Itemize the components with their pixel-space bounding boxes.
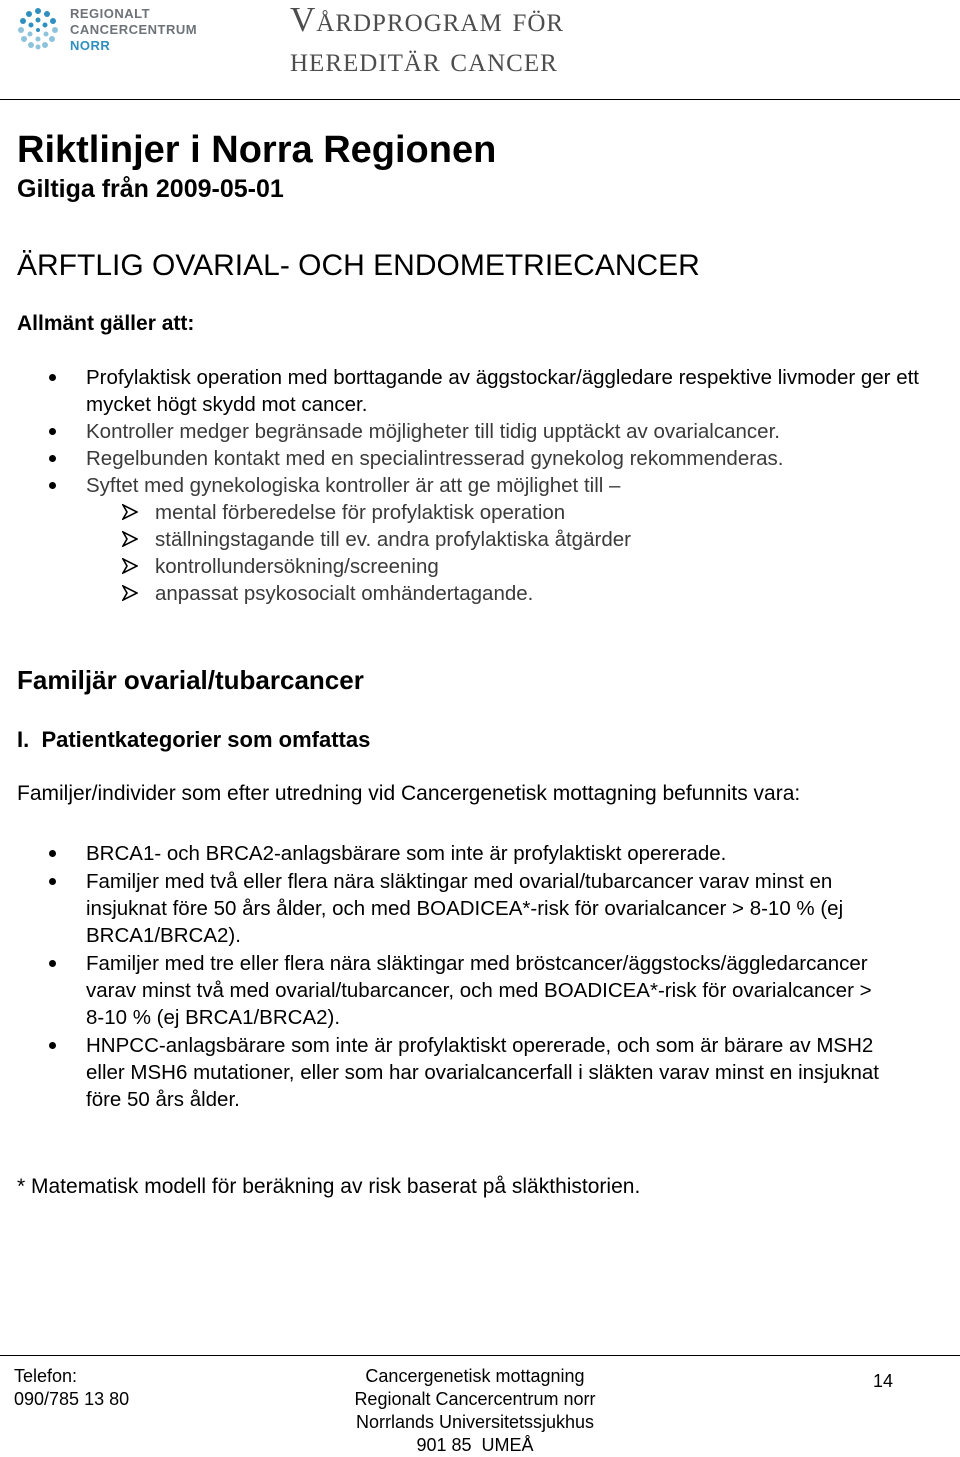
list-item <box>0 418 960 445</box>
page-number: 14 <box>873 1371 894 1391</box>
category-list <box>0 840 960 1114</box>
list-item <box>0 868 880 949</box>
category-lead: Familjer/individer som efter utredning vid Cancergenetisk mottagning befunnits vara: <box>17 782 801 805</box>
valid-from: Giltiga från 2009-05-01 <box>17 175 284 203</box>
list-item-text: BRCA1- och BRCA2-anlagsbärare som inte är profylaktiskt opererade. <box>86 842 727 865</box>
arrow-bullet-icon <box>122 531 138 547</box>
sub-list-item <box>86 580 891 607</box>
list-item-text: Syftet med gynekologiska kontroller är att ge möjlighet till – <box>86 474 621 497</box>
list-item <box>0 364 960 418</box>
footer-phone <box>14 1365 129 1411</box>
logo-line: CANCERCENTRUM <box>70 22 198 37</box>
sub-list-item-text: ställningstagande till ev. andra profylaktiska åtgärder <box>155 528 631 551</box>
address-line: Regionalt Cancercentrum norr <box>354 1389 596 1409</box>
bullet-icon <box>49 455 56 462</box>
logo-text <box>70 6 197 54</box>
logo-mark-icon <box>16 6 60 50</box>
list-item-text: HNPCC-anlagsbärare som inte är profylaktiskt opererade, och som är bärare av MSH2 eller MSH6 mutationer, eller som har ovarialcancerfall i släkten varav minst en insjuknat före 50 års ålder. <box>86 1034 880 1111</box>
list-item <box>0 472 960 607</box>
logo-line: REGIONALT <box>70 6 151 21</box>
list-item-text: Profylaktisk operation med borttagande av äggstockar/äggledare respektive livmoder ger ett mycket högt skydd mot cancer. <box>86 366 919 416</box>
sub-list-item <box>86 499 891 526</box>
arrow-bullet-icon <box>122 504 138 520</box>
footnote: * Matematisk modell för beräkning av risk baserat på släkthistorien. <box>17 1175 641 1198</box>
section-title: ÄRFTLIG OVARIAL- OCH ENDOMETRIECANCER <box>17 249 700 282</box>
list-item-text: Kontroller medger begränsade möjligheter till tidig upptäckt av ovarialcancer. <box>86 420 780 443</box>
bullet-icon <box>49 428 56 435</box>
list-item-text: Regelbunden kontakt med en specialintresserad gynekolog rekommenderas. <box>86 447 784 470</box>
address-line: 901 85 UMEÅ <box>416 1435 534 1455</box>
purpose-list <box>86 499 960 607</box>
familial-heading: Familjär ovarial/tubarcancer <box>17 665 364 695</box>
list-item <box>0 950 880 1031</box>
bullet-icon <box>49 1042 56 1049</box>
sub-list-item-text: kontrollundersökning/screening <box>155 555 439 578</box>
bullet-icon <box>49 482 56 489</box>
address-line: Cancergenetisk mottagning <box>365 1366 585 1386</box>
logo-line: NORR <box>70 38 111 53</box>
program-title-line: hereditär cancer <box>290 40 558 79</box>
footer-address <box>340 1365 610 1457</box>
list-item <box>0 1032 880 1113</box>
general-heading: Allmänt gäller att: <box>17 312 195 335</box>
address-line: Norrlands Universitetssjukhus <box>355 1412 595 1432</box>
arrow-bullet-icon <box>122 558 138 574</box>
header-divider <box>0 99 960 100</box>
bullet-icon <box>49 878 56 885</box>
sub-list-item <box>86 553 891 580</box>
bullet-icon <box>49 850 56 857</box>
bullet-icon <box>49 374 56 381</box>
footer-divider <box>0 1355 960 1356</box>
phone-label: Telefon: <box>14 1366 78 1386</box>
list-item <box>0 445 960 472</box>
phone-number: 090/785 13 80 <box>14 1389 130 1409</box>
list-item <box>0 840 880 867</box>
program-title-line: Vårdprogram för <box>290 0 565 39</box>
sub-list-item-text: mental förberedelse för profylaktisk operation <box>155 501 566 524</box>
bullet-icon <box>49 960 56 967</box>
sub-list-item <box>86 526 891 553</box>
category-heading: I. Patientkategorier som omfattas <box>17 727 371 752</box>
sub-list-item-text: anpassat psykosocialt omhändertagande. <box>155 582 534 605</box>
page-title: Riktlinjer i Norra Regionen <box>17 129 497 171</box>
general-list <box>0 364 960 607</box>
list-item-text: Familjer med tre eller flera nära släktingar med bröstcancer/äggstocks/äggledarcancer varav minst två med ovarial/tubarcancer, och med BOADICEA*-risk för ovarialcancer > 8-10 % (ej BRCA1/BRCA2). <box>86 952 872 1029</box>
program-title <box>290 0 564 80</box>
arrow-bullet-icon <box>122 585 138 601</box>
list-item-text: Familjer med två eller flera nära släktingar med ovarial/tubarcancer varav minst en insjuknat före 50 års ålder, och med BOADICEA*-risk för ovarialcancer > 8-10 % (ej BRCA1/BRCA2). <box>86 870 844 947</box>
